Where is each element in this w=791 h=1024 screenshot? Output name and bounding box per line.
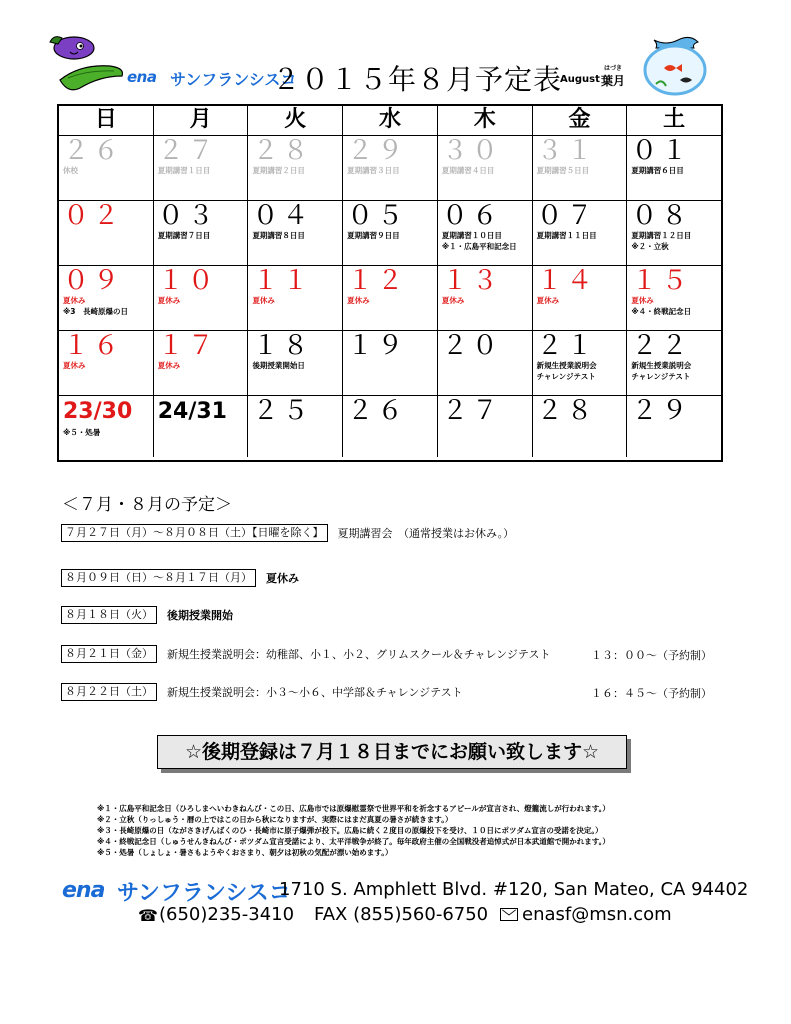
day-number: １０	[157, 266, 218, 296]
footer-email[interactable]: enasf@msn.com	[522, 904, 672, 925]
calendar-day	[627, 396, 721, 457]
fishbowl-illustration	[636, 30, 714, 96]
day-number: ０１	[631, 136, 692, 166]
day-note: 夏期講習９日目	[347, 231, 400, 240]
month-japanese: 葉月	[601, 74, 626, 88]
day-note: 夏休み	[631, 296, 654, 305]
calendar-day	[248, 201, 343, 265]
day-note: 夏休み	[536, 296, 560, 305]
day-number: 24/31	[157, 399, 227, 424]
day-note: 夏期講習７日目	[157, 231, 211, 240]
registration-banner: ☆後期登録は７月１８日までにお願い致します☆	[157, 735, 627, 769]
day-note: 夏期講習４日目	[441, 166, 495, 175]
schedule-label: 後期授業開始	[167, 609, 233, 622]
day-number: ２０	[441, 331, 502, 361]
footnote: ※４・終戦記念日（しゅうせんきねんび・ポツダム宣言受諾により、太平洋戦争が終了。毎年政府主催の全国戦没者追悼式が日本武道館で開かれます。）	[97, 837, 610, 846]
calendar-week	[59, 266, 721, 331]
calendar-day	[154, 266, 249, 330]
day-note: 夏期講習５日目	[536, 166, 590, 175]
day-note: 夏休み	[63, 296, 86, 305]
calendar-day	[154, 396, 249, 457]
day-note: ※２・立秋	[631, 242, 669, 251]
calendar-day	[343, 266, 438, 330]
day-number: ０２	[63, 201, 124, 231]
schedule-item	[61, 606, 233, 624]
calendar-day	[59, 396, 154, 457]
weekday-mon: 月	[154, 106, 249, 135]
calendar-day	[533, 201, 628, 265]
day-number: ０４	[252, 201, 313, 231]
day-note: チャレンジテスト	[536, 372, 596, 381]
calendar-day	[59, 201, 154, 265]
calendar-day	[343, 136, 438, 200]
calendar-day	[533, 331, 628, 395]
day-note: 夏期講習６日目	[631, 166, 684, 175]
day-number: 23/30	[63, 399, 133, 424]
footnote: ※２・立秋（りっしゅう・暦の上ではこの日から秋になりますが、実際にはまだ真夏の暑さが続きます。）	[97, 815, 453, 824]
schedule-date: ７月２７日（月）～８月０８日（土）【日曜を除く】	[61, 524, 328, 542]
weekday-sat: 土	[663, 107, 686, 132]
calendar-day	[154, 331, 249, 395]
schedule-item	[61, 683, 463, 701]
footnote: ※５・処暑（しょしょ・暑さもようやくおさまり、朝夕は初秋の気配が漂い始めます。）	[97, 848, 393, 857]
calendar-day	[438, 266, 533, 330]
ena-logo: ena	[127, 68, 157, 86]
calendar-day	[343, 331, 438, 395]
day-note: ※４・終戦記念日	[631, 307, 692, 316]
schedule-item	[61, 569, 299, 587]
schedule-label: 夏期講習会 （通常授業はお休み。）	[337, 527, 515, 540]
day-note: 夏休み	[157, 296, 181, 305]
day-note: 夏期講習１２日目	[631, 231, 692, 240]
day-note: 夏休み	[441, 296, 465, 305]
calendar-day	[533, 266, 628, 330]
footnote: ※１・広島平和記念日（ひろしまへいわきねんび・この日、広島市では原爆慰霊祭で世界平和を祈念するアピールが宣言され、燈籠流しが行われます。）	[97, 804, 610, 813]
footer-fax: FAX (855)560-6750	[314, 904, 489, 925]
day-number: １４	[536, 266, 597, 296]
day-number: ２６	[347, 396, 408, 426]
calendar-week	[59, 331, 721, 396]
calendar-day	[59, 266, 154, 330]
calendar-grid	[57, 104, 723, 462]
schedule-date: ８月２１日（金）	[61, 645, 157, 663]
schedule-date: ８月１８日（火）	[61, 606, 157, 624]
day-number: ２２	[631, 331, 692, 361]
schedule-time: １６：４５～（予約制）	[591, 687, 712, 700]
day-number: ０７	[536, 201, 597, 231]
schedule-date: ８月２２日（土）	[61, 683, 157, 701]
day-note: チャレンジテスト	[631, 372, 691, 381]
schedule-label: 新規生授業説明会：小３～小６、中学部＆チャレンジテスト	[167, 686, 463, 699]
schedule-date: ８月０９日（日）～８月１７日（月）	[61, 569, 256, 587]
calendar-day	[533, 396, 628, 457]
day-note: ※１・広島平和記念日	[441, 242, 517, 251]
month-ruby: はづき	[604, 65, 623, 72]
calendar-day	[248, 266, 343, 330]
day-note: 夏期講習１日目	[157, 166, 211, 175]
day-number: １６	[63, 331, 124, 361]
day-number: ３０	[441, 136, 502, 166]
calendar-day	[438, 331, 533, 395]
day-note: 夏休み	[252, 296, 275, 305]
day-number: ２１	[536, 331, 597, 361]
mail-icon	[500, 908, 518, 921]
day-number: １９	[347, 331, 408, 361]
weekday-thu: 木	[438, 106, 533, 135]
schedule-title: ＜７月・８月の予定＞	[62, 495, 232, 515]
calendar-day	[343, 201, 438, 265]
day-number: １１	[252, 266, 313, 296]
day-note: 新規生授業説明会	[536, 361, 597, 370]
calendar-day	[438, 201, 533, 265]
day-number: ２７	[157, 136, 218, 166]
page-title: ２０１５年８月予定表	[272, 63, 563, 96]
day-note: 新規生授業説明会	[631, 361, 692, 370]
calendar-day	[438, 396, 533, 457]
calendar-day	[154, 136, 249, 200]
footer-phone: (650)235-3410	[159, 904, 295, 925]
day-number: ２９	[347, 136, 408, 166]
schedule-item	[61, 524, 514, 542]
day-number: ３１	[536, 136, 597, 166]
calendar-week	[59, 396, 721, 457]
day-number: ２９	[631, 396, 692, 426]
day-number: ０３	[157, 201, 218, 231]
calendar-day	[438, 136, 533, 200]
weekday-wed: 水	[343, 106, 438, 135]
footnotes	[97, 803, 737, 858]
weekday-tue: 火	[248, 106, 343, 135]
footer-brand: サンフランシスコ	[117, 881, 291, 906]
day-number: １３	[441, 266, 502, 296]
day-number: １８	[252, 331, 313, 361]
day-number: ０９	[63, 266, 124, 296]
day-number: １７	[157, 331, 218, 361]
weekday-sun: 日	[59, 106, 154, 135]
footnote: ※３・長崎原爆の日（ながさきげんばくのひ・長崎市に原子爆弾が投下。広島に続く２度目の原爆投下を受け、１０日にポツダム宣言の受諾を決定。）	[97, 826, 603, 835]
day-number: ０８	[631, 201, 692, 231]
day-number: ０６	[441, 201, 502, 231]
calendar-day	[627, 201, 721, 265]
calendar-week	[59, 136, 721, 201]
schedule-item	[61, 645, 550, 663]
day-number: １５	[631, 266, 692, 296]
day-note: ※５・処暑	[63, 428, 101, 437]
day-note: 夏休み	[347, 296, 370, 305]
calendar-day	[59, 331, 154, 395]
schedule-time: １３：００～（予約制）	[591, 649, 712, 662]
calendar-day	[248, 396, 343, 457]
day-number: １２	[347, 266, 408, 296]
day-note: 後期授業開始日	[252, 361, 305, 370]
calendar-day	[248, 136, 343, 200]
weekday-header	[59, 106, 721, 136]
day-number: ２６	[63, 136, 124, 166]
calendar-day	[627, 331, 721, 395]
day-number: ２５	[252, 396, 313, 426]
weekday-fri: 金	[533, 106, 628, 135]
calendar-day	[627, 266, 721, 330]
schedule-label: 夏休み	[266, 572, 299, 585]
day-note: 夏期講習１１日目	[536, 231, 597, 240]
day-number: ２８	[536, 396, 597, 426]
day-number: ０５	[347, 201, 408, 231]
phone-icon: ☎	[138, 906, 158, 925]
schedule-label: 新規生授業説明会：幼稚部、小１、小２、グリムスクール＆チャレンジテスト	[167, 648, 551, 661]
footer-address: 1710 S. Amphlett Blvd. #120, San Mateo, CA 94402	[279, 879, 749, 900]
day-note: ※3 長崎原爆の日	[63, 307, 129, 316]
calendar-week	[59, 201, 721, 266]
day-note: 夏期講習１０日目	[441, 231, 502, 240]
day-note: 休校	[63, 166, 78, 175]
day-note: 夏休み	[157, 361, 181, 370]
brand-name: サンフランシスコ	[170, 70, 297, 89]
eggplant-illustration	[40, 28, 130, 98]
day-number: ２７	[441, 396, 502, 426]
day-note: 夏期講習３日目	[347, 166, 400, 175]
calendar-day	[627, 136, 721, 200]
calendar-day	[154, 201, 249, 265]
day-note: 夏期講習２日目	[252, 166, 305, 175]
calendar-day	[248, 331, 343, 395]
month-english: August	[560, 74, 600, 85]
footer-ena-logo: ena	[62, 878, 105, 903]
calendar-day	[59, 136, 154, 200]
day-note: 夏休み	[63, 361, 86, 370]
day-note: 夏期講習８日目	[252, 231, 305, 240]
day-number: ２８	[252, 136, 313, 166]
calendar-day	[343, 396, 438, 457]
calendar-day	[533, 136, 628, 200]
